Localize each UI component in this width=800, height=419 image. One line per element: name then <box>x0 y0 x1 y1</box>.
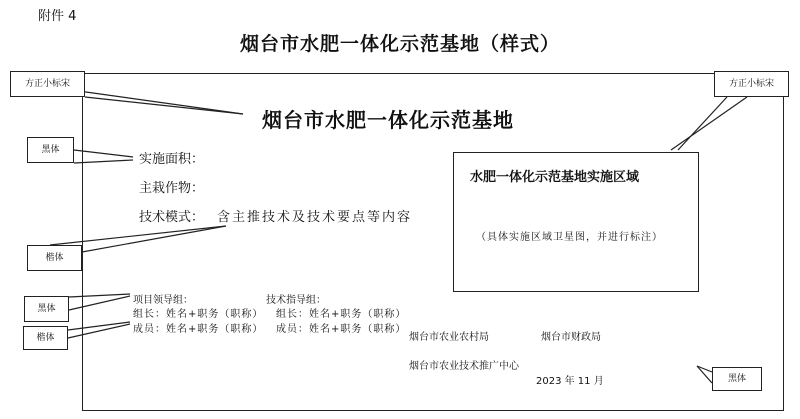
area-field-label: 实施面积： <box>139 152 205 167</box>
callout-heiti-3: 黑体 <box>712 367 762 391</box>
crop-field-label: 主栽作物： <box>139 181 205 196</box>
page-title: 烟台市水肥一体化示范基地（样式） <box>239 33 560 55</box>
leader-line-fangzheng-left-2 <box>85 97 243 114</box>
org-finance: 烟台市财政局 <box>541 332 601 343</box>
leader-line-heiti-1 <box>74 150 133 157</box>
callout-kaiti-1: 楷体 <box>27 245 82 271</box>
leader-head: 组长：姓名+职务（职称） <box>133 309 264 320</box>
tech-field-label: 技术模式： <box>139 210 205 225</box>
tech-note: 含主推技术及技术要点等内容 <box>217 210 413 225</box>
tech-group-label: 技术指导组： <box>266 295 326 306</box>
leader-line-fangzheng-right <box>671 97 747 150</box>
leader-line-heiti-2 <box>69 294 130 297</box>
leader-member: 成员：姓名+职务（职称） <box>133 324 264 335</box>
callout-fangzheng-right: 方正小标宋 <box>714 71 789 97</box>
sign-date: 2023 年 11 月 <box>536 376 604 387</box>
tech-member: 成员：姓名+职务（职称） <box>276 324 407 335</box>
org-extension: 烟台市农业技术推广中心 <box>409 361 519 372</box>
leader-line-heiti-2b <box>69 296 130 310</box>
callout-fangzheng-left: 方正小标宋 <box>10 71 85 97</box>
callout-heiti-2: 黑体 <box>24 296 69 322</box>
tech-head: 组长：姓名+职务（职称） <box>276 309 407 320</box>
leader-line-heiti-1b <box>74 160 133 163</box>
callout-kaiti-2: 楷体 <box>23 326 68 350</box>
org-agri: 烟台市农业农村局 <box>409 332 489 343</box>
leader-line-fangzheng-right-2 <box>678 97 727 150</box>
leader-group-label: 项目领导组： <box>133 295 193 306</box>
sign-title: 烟台市水肥一体化示范基地 <box>262 108 514 132</box>
annex-label: 附件 4 <box>38 9 77 24</box>
area-box-note: （具体实施区域卫星图，并进行标注） <box>476 232 663 243</box>
area-box-title: 水肥一体化示范基地实施区域 <box>470 170 640 185</box>
callout-heiti-1: 黑体 <box>27 137 74 163</box>
